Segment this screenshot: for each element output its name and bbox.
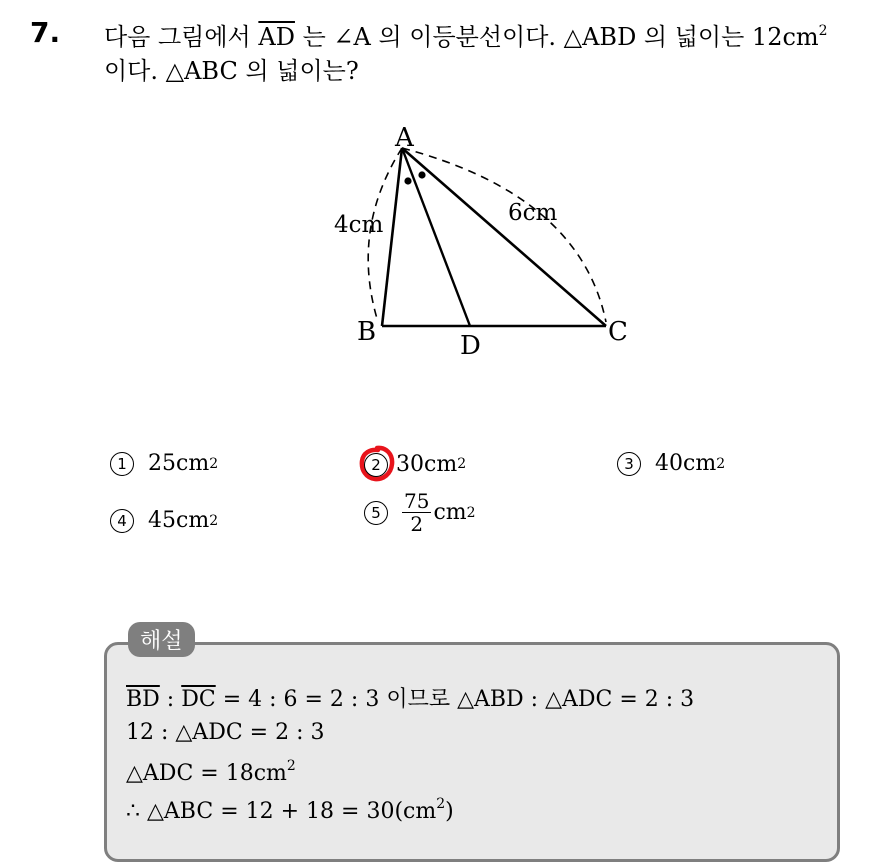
choice-5[interactable]: 5 $\frac{75}{2}$ cm 2 [364, 490, 476, 535]
label-c: C [608, 317, 628, 347]
choice-number: 2 [364, 453, 388, 477]
segment-ad: $\overline{AD}$ [258, 23, 295, 51]
triangle-figure [0, 0, 884, 400]
choice-number: 1 [110, 452, 134, 476]
choice-3[interactable]: 3 40cm 2 [617, 451, 725, 476]
choice-4[interactable]: 4 45cm 2 [110, 508, 218, 533]
solution-line-4: ∴ △ABC = $12 + 18 = 30(cm^2)$ [126, 796, 454, 824]
label-a: A [395, 123, 414, 153]
bisector-ad [402, 148, 470, 326]
question-number: 7. [30, 16, 61, 49]
question-text-line1: 다음 그림에서 $\overline{AD}$ 는 ∠A 의 이등분선이다. △ABD 의 넓이는 $12cm^2$ [104, 23, 828, 51]
solution-line-2: 12 : △ADC = 2 : 3 [126, 720, 325, 745]
label-b: B [357, 317, 377, 347]
choice-number: 4 [110, 509, 134, 533]
segment-dc: $\overline{DC}$ [181, 687, 216, 712]
fraction: $\frac{75}{2}$ [404, 489, 430, 536]
angle-mark-2 [418, 171, 425, 178]
choice-2[interactable]: 2 30cm 2 [364, 451, 466, 477]
solution-line-1: $\overline{BD}$ : $\overline{DC} = 4$ : 6 = 2 : 3 이므로 △ABD : △ADC = 2 : 3 [126, 687, 695, 712]
side-ab [382, 148, 402, 326]
angle-mark-1 [404, 177, 411, 184]
selected-choice-mark [364, 451, 402, 477]
choice-number: 5 [364, 501, 388, 525]
label-d: D [460, 331, 481, 361]
segment-bd: $\overline{BD}$ [126, 687, 160, 712]
question-text-line2: 이다. △ABC 의 넓이는? [104, 57, 359, 85]
length-ab: 4cm [334, 212, 384, 238]
solution-box [104, 642, 840, 862]
length-ac: 6cm [508, 200, 558, 226]
solution-line-3: △ADC = $18cm^2$ [126, 758, 296, 786]
choice-number: 3 [617, 452, 641, 476]
solution-tag: 해설 [128, 622, 195, 657]
side-ac [402, 148, 606, 326]
choice-1[interactable]: 1 25cm 2 [110, 451, 218, 476]
